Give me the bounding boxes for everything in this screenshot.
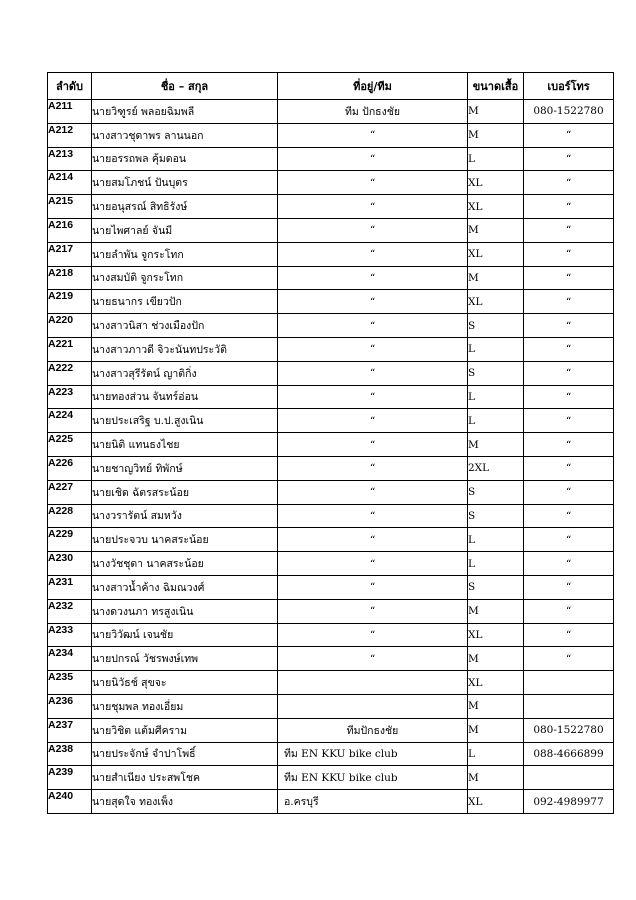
cell-size: XL — [468, 623, 524, 647]
cell-size: M — [468, 100, 524, 124]
cell-phone: “ — [524, 409, 614, 433]
cell-phone: “ — [524, 575, 614, 599]
table-row — [48, 218, 614, 242]
table-row — [48, 195, 614, 219]
cell-phone: 080-1522780 — [524, 100, 614, 124]
participant-table — [47, 72, 614, 814]
cell-size: M — [468, 599, 524, 623]
cell-name: นายไพศาลย์ จันมี — [92, 218, 278, 242]
cell-id: A237 — [48, 718, 92, 742]
cell-name: นายประจวบ นาคสระน้อย — [92, 528, 278, 552]
cell-phone: 092-4989977 — [524, 790, 614, 814]
header-address: ที่อยู่/ทีม — [278, 73, 468, 100]
cell-phone: 088-4666899 — [524, 742, 614, 766]
table-row — [48, 290, 614, 314]
cell-id: A229 — [48, 528, 92, 552]
cell-address: “ — [278, 575, 468, 599]
cell-size: S — [468, 480, 524, 504]
cell-name: นายสำเนียง ประสพโชค — [92, 766, 278, 790]
cell-name: นางวรารัตน์ สมหวัง — [92, 504, 278, 528]
cell-id: A215 — [48, 195, 92, 219]
cell-address: “ — [278, 385, 468, 409]
cell-address: ทีม EN KKU bike club — [278, 766, 468, 790]
header-row — [48, 73, 614, 100]
cell-id: A223 — [48, 385, 92, 409]
cell-phone: “ — [524, 361, 614, 385]
cell-address — [278, 694, 468, 718]
cell-id: A225 — [48, 433, 92, 457]
cell-size: S — [468, 361, 524, 385]
cell-name: นายนิติ แทนธงไชย — [92, 433, 278, 457]
cell-address: ทีม EN KKU bike club — [278, 742, 468, 766]
cell-size: M — [468, 123, 524, 147]
table-row — [48, 409, 614, 433]
table-row — [48, 671, 614, 695]
cell-size: M — [468, 694, 524, 718]
cell-id: A240 — [48, 790, 92, 814]
cell-phone: “ — [524, 195, 614, 219]
cell-phone: 080-1522780 — [524, 718, 614, 742]
cell-name: นายชาญวิทย์ ทิพักษ์ — [92, 456, 278, 480]
table-row — [48, 361, 614, 385]
cell-size: L — [468, 337, 524, 361]
cell-phone: “ — [524, 623, 614, 647]
cell-address: “ — [278, 218, 468, 242]
table-row — [48, 337, 614, 361]
table-row — [48, 766, 614, 790]
table-row — [48, 599, 614, 623]
cell-id: A228 — [48, 504, 92, 528]
header-phone: เบอร์โทร — [524, 73, 614, 100]
cell-phone: “ — [524, 385, 614, 409]
cell-name: นายสมโภชน์ ปันบุตร — [92, 171, 278, 195]
cell-phone: “ — [524, 218, 614, 242]
cell-size: L — [468, 552, 524, 576]
cell-id: A232 — [48, 599, 92, 623]
cell-size: L — [468, 147, 524, 171]
header-no: ลำดับ — [48, 73, 92, 100]
cell-size: XL — [468, 671, 524, 695]
cell-name: นายธนากร เขียวปัก — [92, 290, 278, 314]
cell-size: XL — [468, 171, 524, 195]
cell-name: นางดวงนภา ทรสูงเนิน — [92, 599, 278, 623]
cell-phone: “ — [524, 528, 614, 552]
cell-size: L — [468, 742, 524, 766]
cell-name: นางวัชชุดา นาคสระน้อย — [92, 552, 278, 576]
cell-id: A214 — [48, 171, 92, 195]
cell-size: M — [468, 433, 524, 457]
cell-name: นายประจักษ์ จำปาโพธิ์ — [92, 742, 278, 766]
cell-name: นางสาวนิสา ช่วงเมืองปัก — [92, 314, 278, 338]
cell-size: M — [468, 647, 524, 671]
cell-phone: “ — [524, 171, 614, 195]
table-row — [48, 504, 614, 528]
cell-id: A235 — [48, 671, 92, 695]
cell-address: “ — [278, 552, 468, 576]
cell-size: XL — [468, 242, 524, 266]
cell-address — [278, 671, 468, 695]
cell-phone: “ — [524, 456, 614, 480]
cell-phone: “ — [524, 266, 614, 290]
cell-name: นายอนุสรณ์ สิทธิรังษ์ — [92, 195, 278, 219]
cell-name: นายสุดใจ ทองเพ็ง — [92, 790, 278, 814]
cell-address: “ — [278, 647, 468, 671]
table-row — [48, 433, 614, 457]
cell-address: “ — [278, 433, 468, 457]
cell-address: “ — [278, 361, 468, 385]
cell-phone: “ — [524, 504, 614, 528]
cell-phone — [524, 766, 614, 790]
cell-address: “ — [278, 337, 468, 361]
cell-phone — [524, 694, 614, 718]
cell-phone: “ — [524, 433, 614, 457]
cell-address: ทีมปักธงชัย — [278, 718, 468, 742]
cell-address: อ.ครบุรี — [278, 790, 468, 814]
cell-id: A234 — [48, 647, 92, 671]
table-row — [48, 242, 614, 266]
cell-id: A231 — [48, 575, 92, 599]
table-row — [48, 480, 614, 504]
cell-name: นางสาวชุดาพร ลานนอก — [92, 123, 278, 147]
cell-address: “ — [278, 171, 468, 195]
cell-address: “ — [278, 528, 468, 552]
table-row — [48, 100, 614, 124]
cell-size: XL — [468, 790, 524, 814]
cell-size: L — [468, 528, 524, 552]
cell-phone: “ — [524, 242, 614, 266]
cell-name: นางสาวภาวดี จิวะนันทประวัติ — [92, 337, 278, 361]
cell-address: “ — [278, 480, 468, 504]
cell-name: นายลำพัน จูกระโทก — [92, 242, 278, 266]
cell-size: M — [468, 766, 524, 790]
cell-phone: “ — [524, 337, 614, 361]
table-row — [48, 742, 614, 766]
cell-name: นายชุมพล ทองเอี่ยม — [92, 694, 278, 718]
cell-phone: “ — [524, 290, 614, 314]
cell-name: นายอรรถพล คุ้มดอน — [92, 147, 278, 171]
cell-address: ทีม ปักธงชัย — [278, 100, 468, 124]
cell-name: นายวิวัฒน์ เจนชัย — [92, 623, 278, 647]
table-row — [48, 647, 614, 671]
cell-id: A224 — [48, 409, 92, 433]
cell-id: A238 — [48, 742, 92, 766]
table-row — [48, 385, 614, 409]
cell-address: “ — [278, 147, 468, 171]
cell-phone: “ — [524, 123, 614, 147]
cell-phone: “ — [524, 647, 614, 671]
table-row — [48, 694, 614, 718]
cell-id: A236 — [48, 694, 92, 718]
cell-size: M — [468, 718, 524, 742]
cell-phone: “ — [524, 147, 614, 171]
table-row — [48, 528, 614, 552]
cell-phone: “ — [524, 552, 614, 576]
cell-phone: “ — [524, 599, 614, 623]
table-body — [48, 100, 614, 814]
cell-name: นายวิชิต แต้มศีคราม — [92, 718, 278, 742]
cell-size: XL — [468, 290, 524, 314]
cell-address: “ — [278, 504, 468, 528]
table-row — [48, 623, 614, 647]
cell-name: นายปกรณ์ วัชรพงษ์เทพ — [92, 647, 278, 671]
cell-id: A219 — [48, 290, 92, 314]
cell-address: “ — [278, 242, 468, 266]
header-name: ชื่อ – สกุล — [92, 73, 278, 100]
cell-id: A222 — [48, 361, 92, 385]
header-size: ขนาดเสื้อ — [468, 73, 524, 100]
table-row — [48, 718, 614, 742]
cell-id: A227 — [48, 480, 92, 504]
cell-phone — [524, 671, 614, 695]
table-row — [48, 314, 614, 338]
cell-size: M — [468, 218, 524, 242]
cell-name: นางสมบัติ จูกระโทก — [92, 266, 278, 290]
cell-phone: “ — [524, 480, 614, 504]
cell-size: XL — [468, 195, 524, 219]
cell-address: “ — [278, 266, 468, 290]
table-row — [48, 147, 614, 171]
cell-address: “ — [278, 623, 468, 647]
cell-id: A239 — [48, 766, 92, 790]
cell-id: A230 — [48, 552, 92, 576]
cell-phone: “ — [524, 314, 614, 338]
cell-name: นายเชิด ฉัตรสระน้อย — [92, 480, 278, 504]
cell-id: A211 — [48, 100, 92, 124]
table-row — [48, 266, 614, 290]
table-row — [48, 790, 614, 814]
cell-size: L — [468, 409, 524, 433]
cell-address: “ — [278, 195, 468, 219]
cell-size: M — [468, 266, 524, 290]
cell-id: A212 — [48, 123, 92, 147]
cell-size: 2XL — [468, 456, 524, 480]
cell-name: นางสาวน้ำค้าง ฉิมณวงศ์ — [92, 575, 278, 599]
cell-id: A217 — [48, 242, 92, 266]
table-row — [48, 552, 614, 576]
cell-size: S — [468, 314, 524, 338]
cell-id: A216 — [48, 218, 92, 242]
table-row — [48, 171, 614, 195]
cell-id: A213 — [48, 147, 92, 171]
table-row — [48, 575, 614, 599]
cell-address: “ — [278, 314, 468, 338]
cell-name: นายทองส่วน จันทร์อ่อน — [92, 385, 278, 409]
cell-id: A221 — [48, 337, 92, 361]
cell-address: “ — [278, 456, 468, 480]
cell-id: A218 — [48, 266, 92, 290]
table-row — [48, 123, 614, 147]
cell-size: S — [468, 575, 524, 599]
cell-size: L — [468, 385, 524, 409]
cell-address: “ — [278, 599, 468, 623]
cell-name: นายประเสริฐ บ.ป.สูงเนิน — [92, 409, 278, 433]
cell-id: A220 — [48, 314, 92, 338]
cell-name: นางสาวสุรีรัตน์ ญาติกิ่ง — [92, 361, 278, 385]
cell-name: นายนิวัธช์ สุขจะ — [92, 671, 278, 695]
cell-id: A226 — [48, 456, 92, 480]
cell-name: นายวิฑูรย์ พลอยฉิมพลี — [92, 100, 278, 124]
table-row — [48, 456, 614, 480]
cell-size: S — [468, 504, 524, 528]
cell-address: “ — [278, 123, 468, 147]
cell-id: A233 — [48, 623, 92, 647]
cell-address: “ — [278, 290, 468, 314]
cell-address: “ — [278, 409, 468, 433]
